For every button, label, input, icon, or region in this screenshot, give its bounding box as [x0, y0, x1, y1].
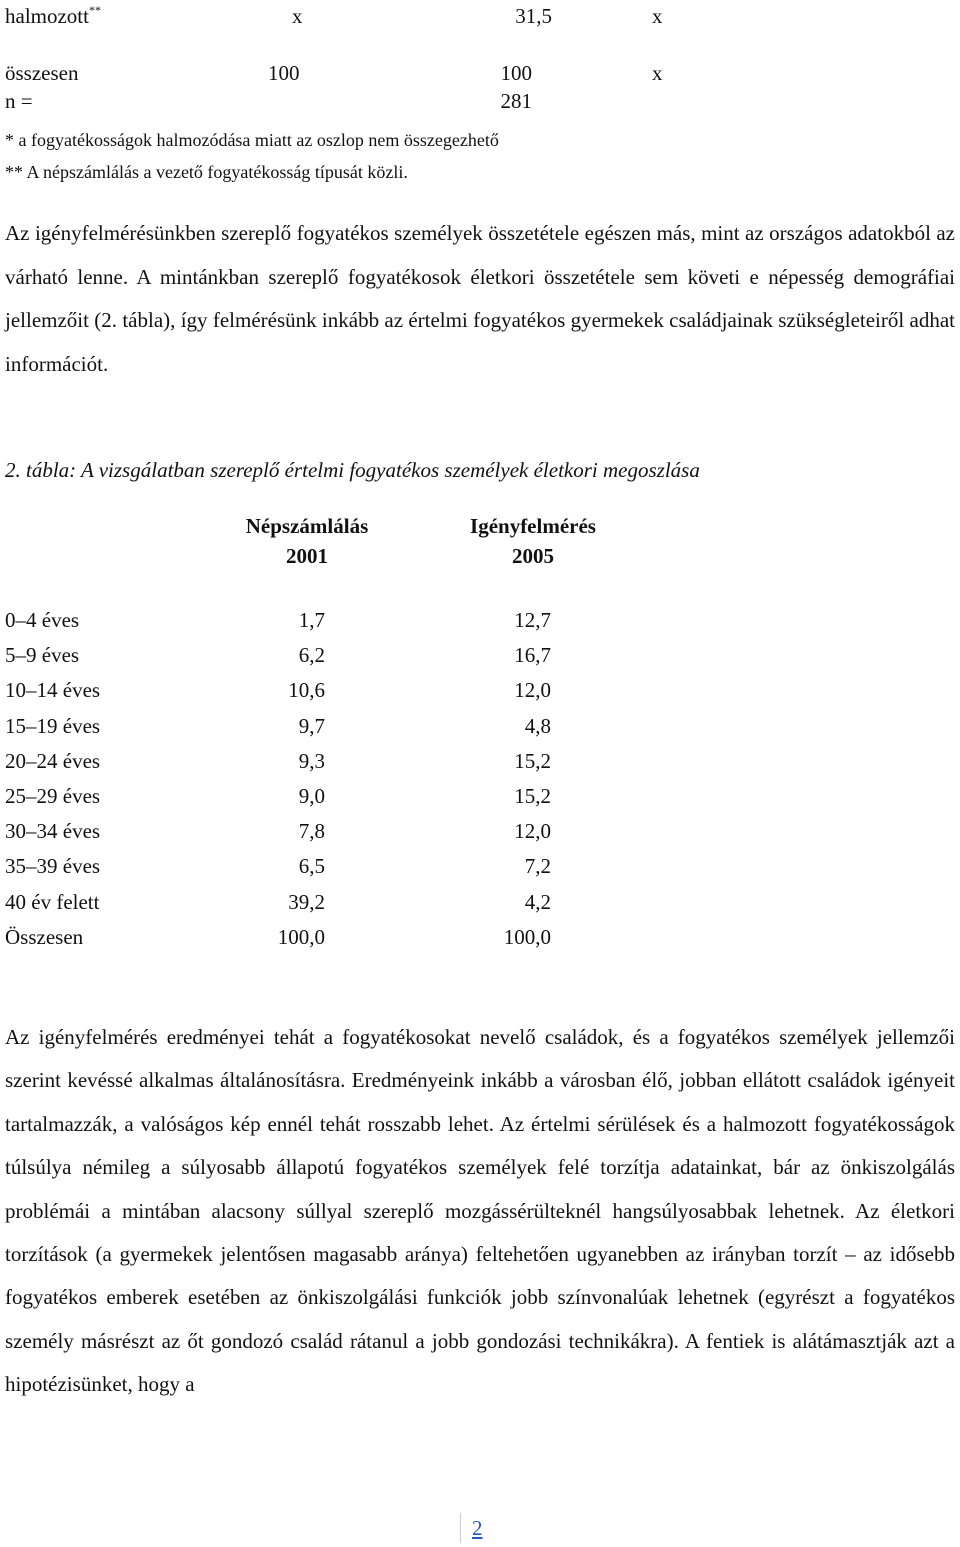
table-cell-igenyfelmeres: 12,7	[514, 608, 551, 632]
table-row-label: 0–4 éves	[5, 608, 80, 632]
table-row-label: 5–9 éves	[5, 643, 80, 667]
table-cell-nepszamlalas: 6,2	[298, 643, 325, 667]
footnote-1: * a fogyatékosságok halmozódása miatt az oszlop nem összegezhető	[5, 130, 499, 150]
table-row-label: 40 év felett	[5, 890, 100, 914]
table-cell-nepszamlalas: 6,5	[298, 854, 325, 878]
cell-c2: 31,5	[515, 4, 552, 28]
table-cell-igenyfelmeres: 4,8	[524, 714, 551, 738]
table-cell-igenyfelmeres: 16,7	[514, 643, 551, 667]
table-row-label: 15–19 éves	[5, 714, 101, 738]
page-number-divider	[460, 1513, 461, 1543]
table-cell-igenyfelmeres: 4,2	[524, 890, 551, 914]
table-row-label: 35–39 éves	[5, 854, 101, 878]
row-label-halmozott	[5, 4, 101, 29]
column-header-year: 2005	[512, 544, 554, 568]
table-row-label: 30–34 éves	[5, 819, 101, 843]
table-cell-nepszamlalas: 10,6	[288, 678, 325, 702]
table-cell-igenyfelmeres: 12,0	[514, 678, 551, 702]
table-row-label: 20–24 éves	[5, 749, 101, 773]
table-cell-nepszamlalas: 9,0	[298, 784, 325, 808]
column-header-nepszamlalas: Népszámlálás	[245, 514, 369, 538]
column-header-igenyfelmeres: Igényfelmérés	[470, 514, 596, 538]
table-caption: 2. tábla: A vizsgálatban szereplő értelmi fogyatékos személyek életkori megoszlása	[5, 458, 700, 482]
table-cell-nepszamlalas: 1,7	[298, 608, 325, 632]
page-number[interactable]: 2	[472, 1516, 483, 1540]
table-cell-nepszamlalas: 7,8	[298, 819, 325, 843]
cell-c2: 100	[500, 61, 532, 85]
table-cell-igenyfelmeres: 15,2	[514, 749, 551, 773]
table-row-label: Összesen	[5, 925, 84, 949]
body-paragraph-1: Az igényfelmérésünkben szereplő fogyatékos személyek összetétele egészen más, mint az országos adatokból az várható lenne. A mintánkban szereplő fogyatékosok életkori összetétele sem követi e népesség demográfiai jellemzőit (2. tábla), így felmérésünk inkább az értelmi fogyatékos gyermekek családjainak szükségleteiről adhat információt.	[5, 221, 955, 376]
table-row-label: 25–29 éves	[5, 784, 101, 808]
cell-c1: 100	[268, 61, 300, 85]
footnote-2: ** A népszámlálás a vezető fogyatékosság típusát közli.	[5, 162, 408, 182]
cell-c3: x	[652, 61, 663, 85]
body-paragraph-2: Az igényfelmérés eredményei tehát a fogyatékosokat nevelő családok, és a fogyatékos személyek jellemzői szerint kevéssé alkalmas általánosításra. Eredményeink inkább a városban élő, jobban ellátott családok igényeit tartalmazzák, a valóságos kép ennél tehát rosszabb lehet. Az értelmi sérülések és a halmozott fogyatékosságok túlsúlya némileg a súlyosabb állapotú fogyatékos személyek felé torzítja adatainkat, bár az önkiszolgálás problémái a mintában alacsony súllyal szereplő mozgássérülteknél hangsúlyosabbak lehetnek. Az életkori torzítások (a gyermekek jelentősen magasabb aránya) feltehetően ugyanebben az irányban torzít – az idősebb fogyatékos emberek esetében az önkiszolgálási funkciók jobb színvonalúak lehetnek (egyrészt a fogyatékos személy másrészt az őt gondozó család rátanul a jobb gondozási technikákra). A fentiek is alátámasztják azt a hipotézisünket, hogy a	[5, 1025, 955, 1397]
row-label-osszesen: összesen	[5, 61, 79, 85]
cell-c2: 281	[500, 89, 532, 113]
table-cell-igenyfelmeres: 12,0	[514, 819, 551, 843]
footnote-marker: **	[88, 3, 101, 17]
row-label-text: halmozott	[5, 4, 89, 28]
cell-c1: x	[292, 4, 303, 28]
cell-c3: x	[652, 4, 663, 28]
row-label-n: n =	[5, 89, 33, 113]
table-cell-igenyfelmeres: 7,2	[524, 854, 551, 878]
table-cell-nepszamlalas: 100,0	[277, 925, 325, 949]
table-row-label: 10–14 éves	[5, 678, 101, 702]
table-cell-nepszamlalas: 9,7	[298, 714, 325, 738]
table-cell-nepszamlalas: 39,2	[288, 890, 325, 914]
table-cell-igenyfelmeres: 15,2	[514, 784, 551, 808]
table-cell-nepszamlalas: 9,3	[298, 749, 325, 773]
table-cell-igenyfelmeres: 100,0	[503, 925, 551, 949]
column-header-year: 2001	[286, 544, 328, 568]
